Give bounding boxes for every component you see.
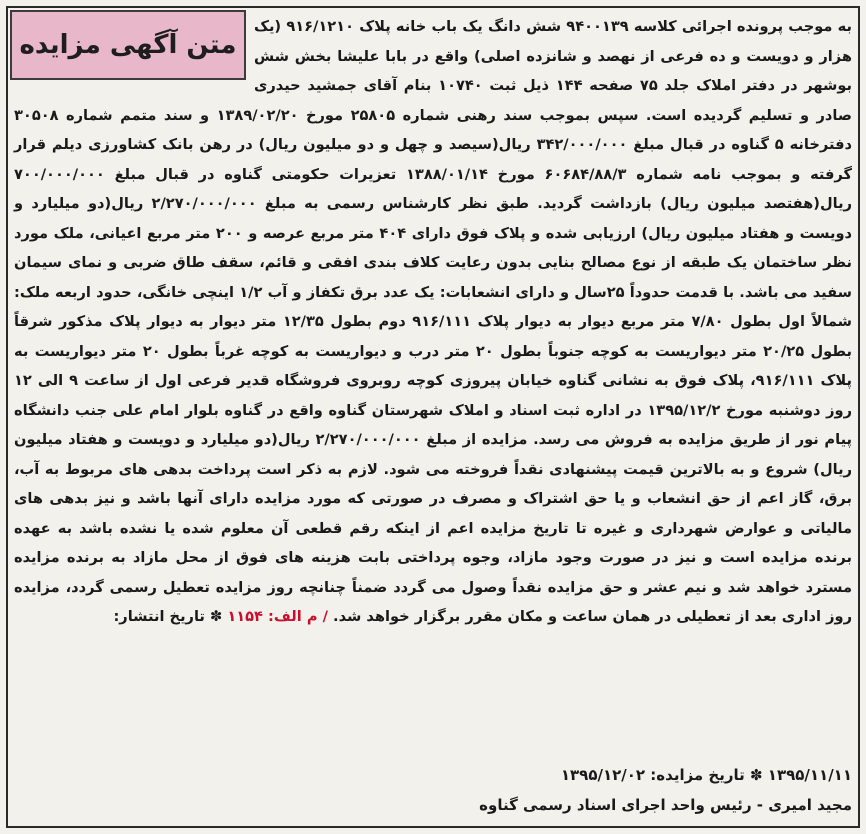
notice-title: متن آگهی مزایده (19, 30, 237, 60)
notice-footer (14, 760, 852, 820)
publish-date: ۱۳۹۵/۱۱/۱۱ (767, 766, 852, 784)
notice-body (14, 12, 852, 834)
auction-date-label: ✽ تاریخ مزایده: (650, 766, 763, 784)
publish-date-label: ✽ تاریخ انتشار: (113, 608, 223, 625)
notice-body-text: به موجب پرونده اجرائی کلاسه ۹۴۰۰۱۳۹ شش دانگ یک باب خانه پلاک ۹۱۶/۱۲۱۰ (یک هزار و دویست و ده فرعی از نهصد و شانزده اصلی) واقع در بابا علیشا بخش شش بوشهر در دفتر املاک جلد ۷۵ صفحه ۱۴۴ ذیل ثبت ۱۰۷۴۰ بنام آقای جمشید حیدری صادر و تسلیم گردیده است. سپس بموجب سند رهنی شماره ۲۵۸۰۵ مورخ ۱۳۸۹/۰۲/۲۰ و سند متمم شماره ۳۰۵۰۸ دفترخانه ۵ گناوه در قبال مبلغ ۳۴۲/۰۰۰/۰۰۰ ریال(سیصد و چهل و دو میلیون ریال) در رهن بانک کشاورزی دیلم قرار گرفته و بموجب نامه شماره ۶۰۶۸۴/۸۸/۳ مورخ ۱۳۸۸/۰۱/۱۴ تعزیرات حکومتی گناوه در قبال مبلغ ۷۰۰/۰۰۰/۰۰۰ ریال(هفتصد میلیون ریال) بازداشت گردید. طبق نظر کارشناس رسمی به مبلغ ۲/۲۷۰/۰۰۰/۰۰۰ ریال(دو میلیارد و دویست و هفتاد میلیون ریال) ارزیابی شده و پلاک فوق دارای ۴۰۴ متر مربع عرصه و ۲۰۰ متر مربع اعیانی، ملک مورد نظر ساختمان یک طبقه از نوع مصالح بنایی بدون رعایت کلاف بندی افقی و قائم، سقف طاق ضربی و نمای سیمان سفید می باشد. با قدمت حدوداً ۲۵سال و دارای انشعابات: یک عدد برق تکفاز و آب ۱/۲ اینچی خانگی، حدود اربعه ملک: شمالاً اول بطول ۷/۸۰ متر مربع دیوار به دیوار پلاک ۹۱۶/۱۱۱ دوم بطول ۱۲/۳۵ متر دیوار به دیوار پلاک مذکور شرقاً بطول ۲۰/۲۵ متر دیواریست به کوچه جنوباً بطول ۲۰ متر درب و دیواریست به کوچه غرباً بطول ۲۰ متر دیواریست به پلاک ۹۱۶/۱۱۱، پلاک فوق به نشانی گناوه خیابان پیروزی کوچه روبروی فروشگاه قدیر فرعی اول از ساعت ۹ الی ۱۲ روز دوشنبه مورخ ۱۳۹۵/۱۲/۲ در اداره ثبت اسناد و املاک شهرستان گناوه واقع در گناوه بلوار امام علی جنب دانشگاه پیام نور از طریق مزایده به فروش می رسد. مزایده از مبلغ ۲/۲۷۰/۰۰۰/۰۰۰ ریال(دو میلیارد و دویست و هفتاد میلیون ریال) شروع و به بالاترین قیمت پیشنهادی نقداً فروخته می شود. لازم به ذکر است پرداخت بدهی های مربوط به آب، برق، گاز اعم از حق انشعاب و یا حق اشتراک و مصرف در صورتی که مورد مزایده دارای آنها باشد و نیز بدهی های مالیاتی و عوارض شهرداری و غیره تا تاریخ مزایده اعم از اینکه رقم قطعی آن معلوم شده یا نشده باشد به عهده برنده مزایده است و نیز در صورت وجود مازاد، وجوه پرداختی بابت هزینه های فوق از محل مازاد به برنده مزایده مسترد خواهد شد و نیم عشر و حق مزایده نقداً وصول می گردد ضمناً چنانچه روز مزایده تعطیل رسمی گردد، مزایده روز اداری بعد از تعطیلی در همان ساعت و مکان مقرر برگزار خواهد شد. (14, 18, 853, 625)
signature: مجید امیری - رئیس واحد اجرای اسناد رسمی گناوه (479, 796, 852, 814)
title-spacer (14, 12, 254, 84)
notice-code: / م الف: ۱۱۵۴ (227, 608, 328, 625)
dates-line (14, 760, 852, 790)
auction-date: ۱۳۹۵/۱۲/۰۲ (560, 766, 646, 784)
